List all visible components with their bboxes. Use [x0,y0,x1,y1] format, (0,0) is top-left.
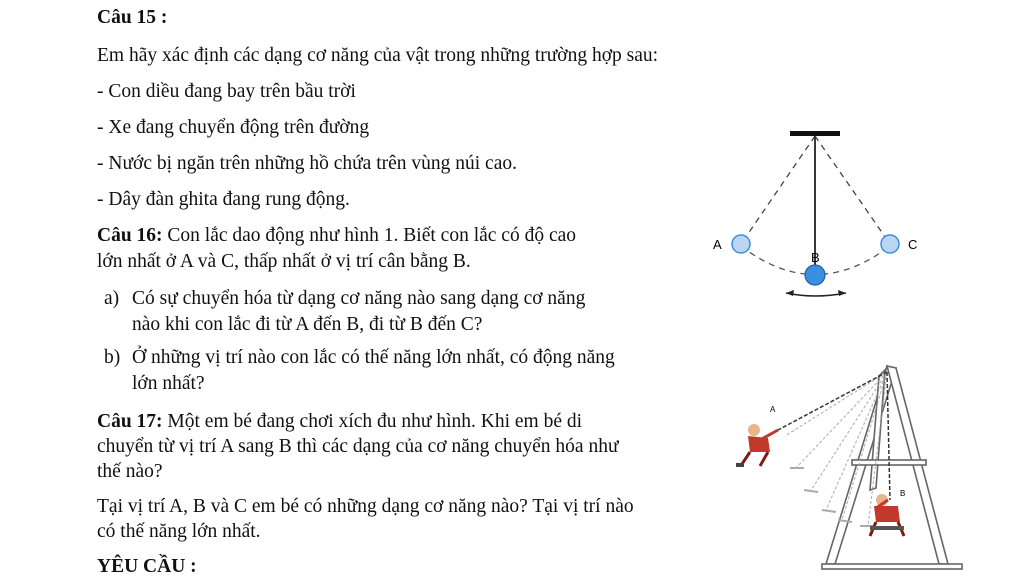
pendulum-label-b: B [811,250,820,265]
swing-diagram [730,350,970,572]
swing-label-a: A [770,405,776,414]
swing-trail [785,372,887,526]
q17-line-2: chuyển từ vị trí A sang B thì các dạng của cơ năng chuyển hóa như [97,436,619,457]
q16-b-line-2: lớn nhất? [132,373,205,394]
q15-item-4: - Dây đàn ghita đang rung động. [97,189,350,210]
swing-figure [730,350,970,572]
q16-b-line-1: Ở những vị trí nào con lắc có thế năng lớn nhất, có động năng [132,347,615,368]
pendulum-label-c: C [908,237,918,252]
pendulum-label-a: A [713,237,722,252]
q17-para2-line-2: có thế năng lớn nhất. [97,521,261,542]
q17-line-3: thế nào? [97,461,163,482]
q15-title: Câu 15 : [97,7,168,28]
swing-label-b: B [900,489,906,498]
q15-item-3: - Nước bị ngăn trên những hồ chứa trên vùng núi cao. [97,153,517,174]
q16-a-label: a) [104,288,120,309]
q16-text-1: Con lắc dao động như hình 1. Biết con lắc có độ cao [162,225,577,246]
q17-line-1 [97,410,582,434]
child-at-a [736,424,778,467]
q16-a-line-1: Có sự chuyển hóa từ dạng cơ năng nào sang dạng cơ năng [132,288,586,309]
q16-title: Câu 16: [97,225,163,246]
pendulum-string-a [741,136,815,244]
swing-frame [822,366,962,569]
q17-para2-line-1: Tại vị trí A, B và C em bé có những dạng cơ năng nào? Tại vị trí nào [97,496,634,517]
q17-text-1: Một em bé đang chơi xích đu như hình. Khi em bé di [162,411,583,432]
arrow-left-icon [786,290,794,296]
arrow-right-icon [838,290,846,296]
pendulum-bob-c [881,235,899,253]
q16-line-2: lớn nhất ở A và C, thấp nhất ở vị trí cân bằng B. [97,251,471,272]
pendulum-string-c [815,136,890,244]
q16-a-line-2: nào khi con lắc đi từ A đến B, đi từ B đến C? [132,314,483,335]
pendulum-figure [700,125,930,300]
q15-item-2: - Xe đang chuyển động trên đường [97,117,370,138]
pendulum-bob-a [732,235,750,253]
q17-title: Câu 17: [97,411,163,432]
q15-item-1: - Con diều đang bay trên bầu trời [97,81,356,102]
footer-heading: YÊU CẦU : [97,556,197,577]
q16-line-1 [97,224,576,248]
pendulum-diagram [700,125,930,300]
pendulum-motion-arrow [786,293,846,296]
pendulum-support [790,131,840,136]
q16-b-label: b) [104,347,121,368]
child-at-b [870,494,904,536]
q15-prompt: Em hãy xác định các dạng cơ năng của vật trong những trường hợp sau: [97,45,659,66]
pendulum-bob-b [805,265,825,285]
